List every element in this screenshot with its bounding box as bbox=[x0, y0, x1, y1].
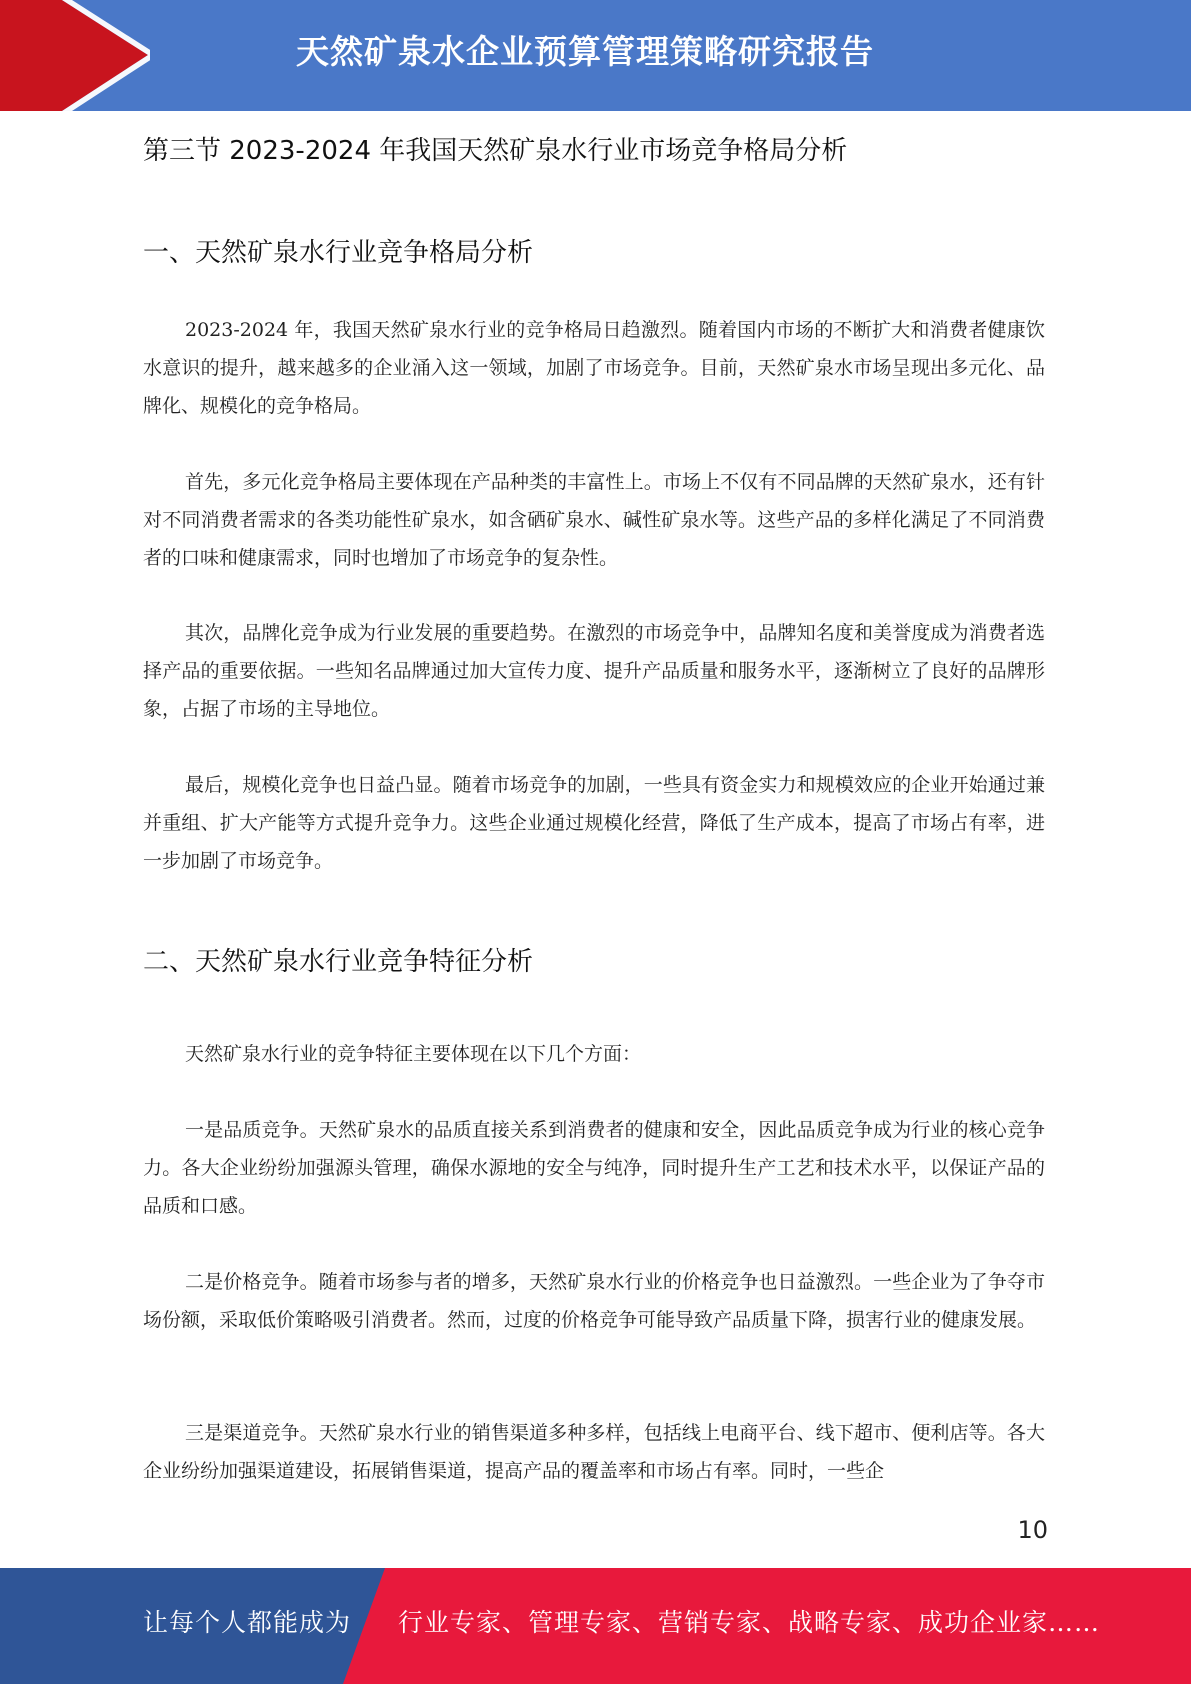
paragraph: 2023-2024 年，我国天然矿泉水行业的竞争格局日趋激烈。随着国内市场的不断扩大和消费者健康饮水意识的提升，越来越多的企业涌入这一领域，加剧了市场竞争。目前，天然矿泉水市场呈现出多元化、品牌化、规模化的竞争格局。 bbox=[143, 319, 1045, 417]
footer-slogan-right: 行业专家、管理专家、营销专家、战略专家、成功企业家…… bbox=[398, 1608, 1101, 1637]
page-footer bbox=[0, 1568, 1191, 1684]
section-title: 第三节 2023-2024 年我国天然矿泉水行业市场竞争格局分析 bbox=[143, 136, 848, 166]
heading-competition-features: 二、天然矿泉水行业竞争特征分析 bbox=[143, 947, 534, 977]
heading-competition-landscape: 一、天然矿泉水行业竞争格局分析 bbox=[143, 238, 534, 268]
report-title: 天然矿泉水企业预算管理策略研究报告 bbox=[296, 32, 874, 71]
paragraph: 首先，多元化竞争格局主要体现在产品种类的丰富性上。市场上不仅有不同品牌的天然矿泉水，还有针对不同消费者需求的各类功能性矿泉水，如含硒矿泉水、碱性矿泉水等。这些产品的多样化满足了不同消费者的口味和健康需求，同时也增加了市场竞争的复杂性。 bbox=[143, 471, 1045, 569]
page-number: 10 bbox=[1017, 1516, 1048, 1544]
footer-slogan-left: 让每个人都能成为 bbox=[143, 1608, 352, 1637]
paragraph: 其次，品牌化竞争成为行业发展的重要趋势。在激烈的市场竞争中，品牌知名度和美誉度成为消费者选择产品的重要依据。一些知名品牌通过加大宣传力度、提升产品质量和服务水平，逐渐树立了良好的品牌形象，占据了市场的主导地位。 bbox=[143, 622, 1045, 720]
paragraph: 一是品质竞争。天然矿泉水的品质直接关系到消费者的健康和安全，因此品质竞争成为行业的核心竞争力。各大企业纷纷加强源头管理，确保水源地的安全与纯净，同时提升生产工艺和技术水平，以保证产品的品质和口感。 bbox=[143, 1119, 1045, 1217]
paragraph: 最后，规模化竞争也日益凸显。随着市场竞争的加剧，一些具有资金实力和规模效应的企业开始通过兼并重组、扩大产能等方式提升竞争力。这些企业通过规模化经营，降低了生产成本，提高了市场占有率，进一步加剧了市场竞争。 bbox=[143, 774, 1045, 872]
header-arrow-decoration bbox=[0, 0, 150, 111]
page-header bbox=[0, 0, 1191, 111]
paragraph: 三是渠道竞争。天然矿泉水行业的销售渠道多种多样，包括线上电商平台、线下超市、便利店等。各大企业纷纷加强渠道建设，拓展销售渠道，提高产品的覆盖率和市场占有率。同时，一些企 bbox=[143, 1422, 1045, 1482]
paragraph: 二是价格竞争。随着市场参与者的增多，天然矿泉水行业的价格竞争也日益激烈。一些企业为了争夺市场份额，采取低价策略吸引消费者。然而，过度的价格竞争可能导致产品质量下降，损害行业的健康发展。 bbox=[143, 1271, 1045, 1331]
paragraph: 天然矿泉水行业的竞争特征主要体现在以下几个方面： bbox=[185, 1043, 642, 1065]
